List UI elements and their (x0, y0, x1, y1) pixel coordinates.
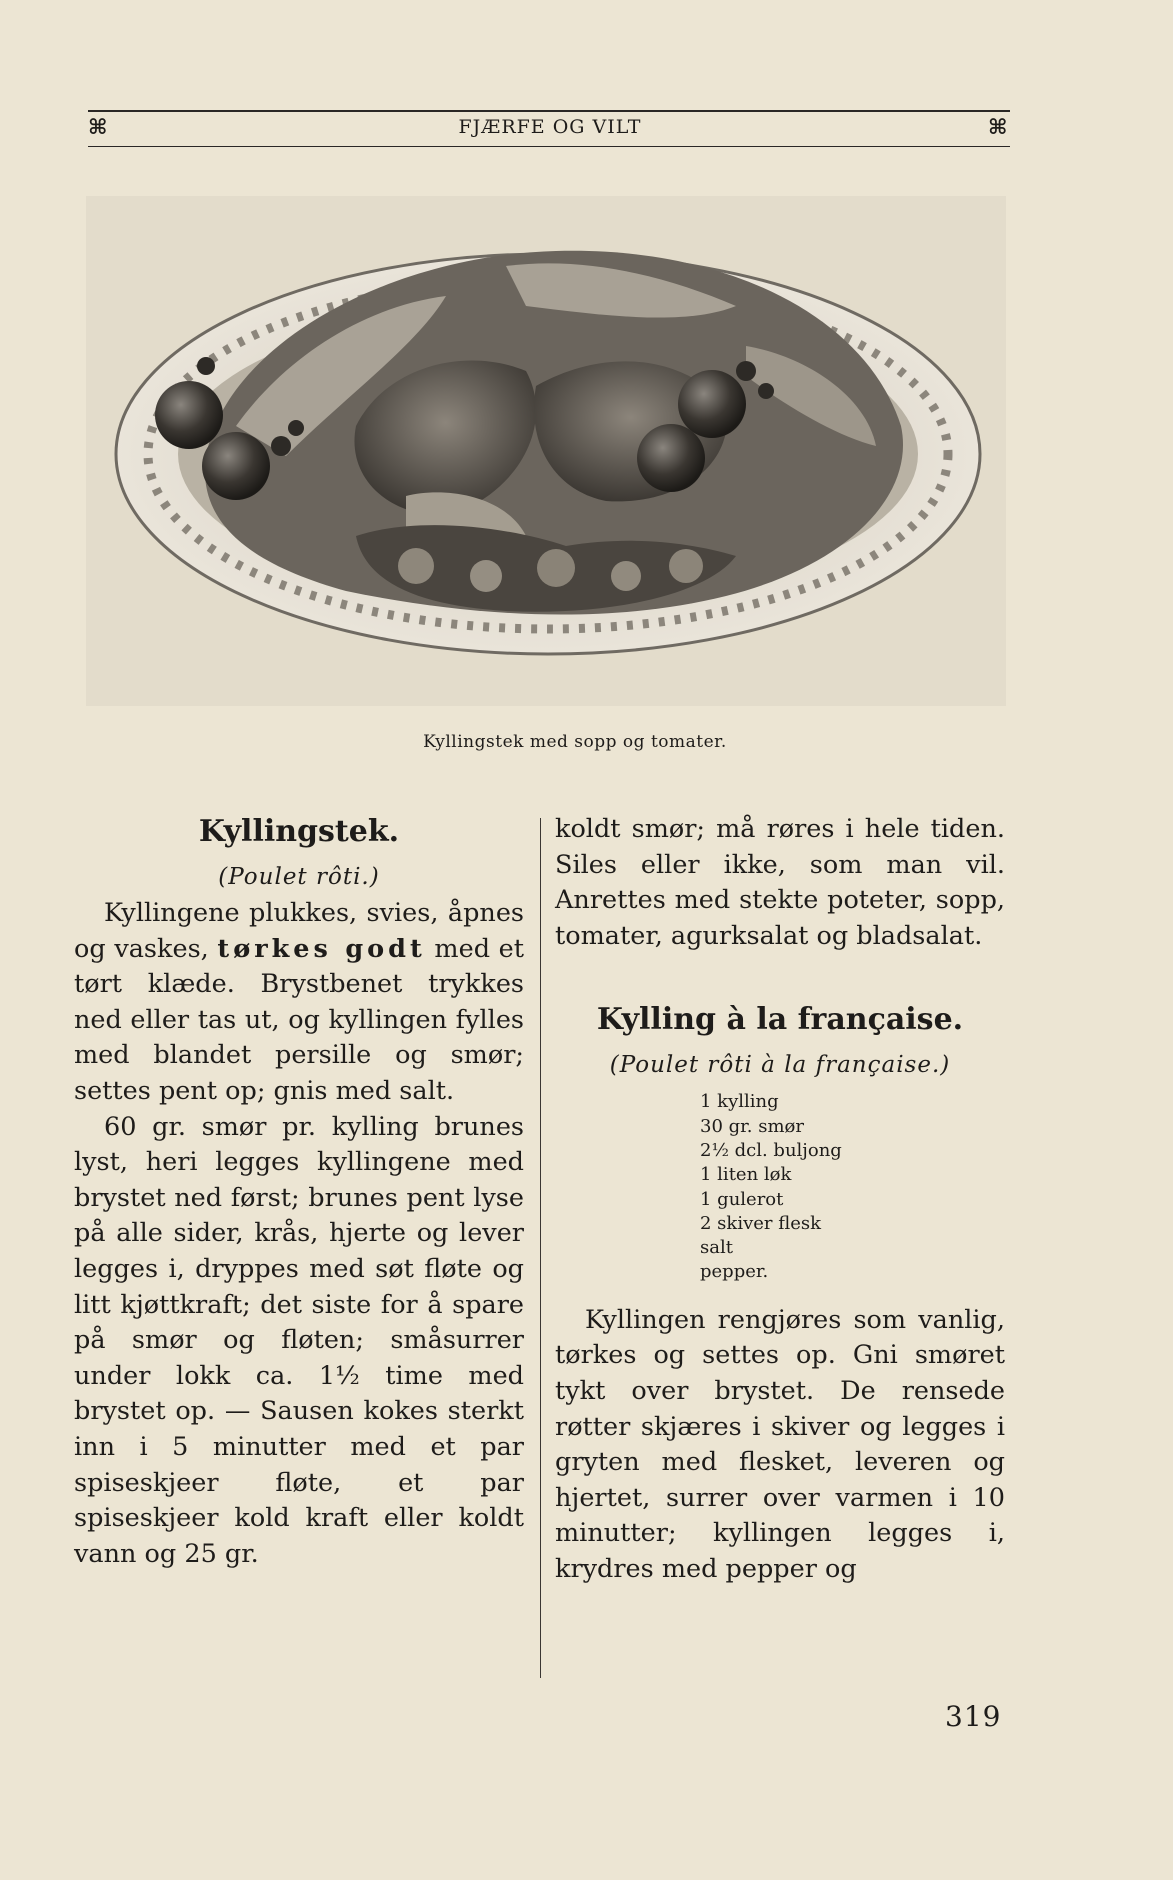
list-item: 1 kylling (700, 1091, 779, 1113)
text-run: med et tørt klæde. Brystbenet trykkes ned eller tas ut, og kyllingen fylles med blandet persille og smør; settes pent op; gnis med salt. (74, 933, 525, 1106)
ingredient-list (700, 1090, 1005, 1284)
header-rule-bottom (88, 146, 1010, 147)
column-divider (540, 818, 541, 1678)
tomato-right-top (678, 370, 746, 438)
tomato-right-bottom (637, 424, 705, 492)
list-item: 1 liten løk (700, 1164, 792, 1186)
list-item: 30 gr. smør (700, 1115, 804, 1137)
recipe-title-kyllingstek: Kyllingstek. (198, 814, 400, 849)
spaced-emphasis-text: tørkes godt (217, 933, 426, 964)
text-run: Kyllingene plukkes, svies, åpnes og vaskes, (74, 898, 524, 964)
recipe-subtitle-kylling-a-la-francaise: (Poulet rôti à la française.) (609, 1052, 951, 1079)
recipe-paragraph-continued: koldt smør; må røres i hele tiden. Siles eller ikke, som man vil. Anrettes med stekte poteter, sopp, tomater, agurksalat og bladsalat. (555, 814, 1005, 951)
page-number: 319 (945, 1700, 1002, 1733)
recipe-paragraph: 60 gr. smør pr. kylling brunes lyst, heri legges kyllingene med brystet ned først; brunes pent lyse på alle sider, krås, hjerte og lever legges i, dryppes med søt fløte og litt kjøttkraft; det siste for å spare på smør og fløten; småsurrer under lokk ca. 1½ time med brystet op. — Sausen kokes sterkt inn i 5 minutter med et par spiseskjeer fløte, et par spiseskjeer kold kraft eller koldt vann og 25 gr. (74, 1111, 524, 1569)
list-item: 2 skiver flesk (700, 1212, 822, 1234)
recipe-title-kylling-a-la-francaise: Kylling à la française. (596, 1002, 964, 1038)
list-item: salt (700, 1237, 733, 1259)
header-ornament-right-icon: ⌘ (988, 114, 1008, 139)
header-ornament-left-icon: ⌘ (88, 114, 108, 139)
list-item: pepper. (700, 1261, 769, 1283)
platter-photo (86, 196, 1006, 706)
recipe-paragraph (74, 896, 524, 1110)
recipe-paragraph: Kyllingen rengjøres som vanlig, tørkes og settes op. Gni smøret tykt over brystet. De rensede røtter skjæres i skiver og legges i gryten med flesket, leveren og hjertet, surrer over varmen i 10 minutter; kyllingen legges i, krydres med pepper og (555, 1304, 1005, 1584)
running-header-title: FJÆRFE OG VILT (458, 116, 642, 138)
tomato-left-top (155, 381, 223, 449)
list-item: 1 gulerot (700, 1188, 784, 1210)
tomato-left-bottom (202, 432, 270, 500)
figure-caption: Kyllingstek med sopp og tomater. (423, 732, 727, 752)
list-item: 2½ dcl. buljong (700, 1139, 842, 1161)
left-column (74, 812, 524, 1572)
right-column (555, 812, 1005, 1588)
recipe-subtitle-kyllingstek: (Poulet rôti.) (218, 864, 380, 890)
